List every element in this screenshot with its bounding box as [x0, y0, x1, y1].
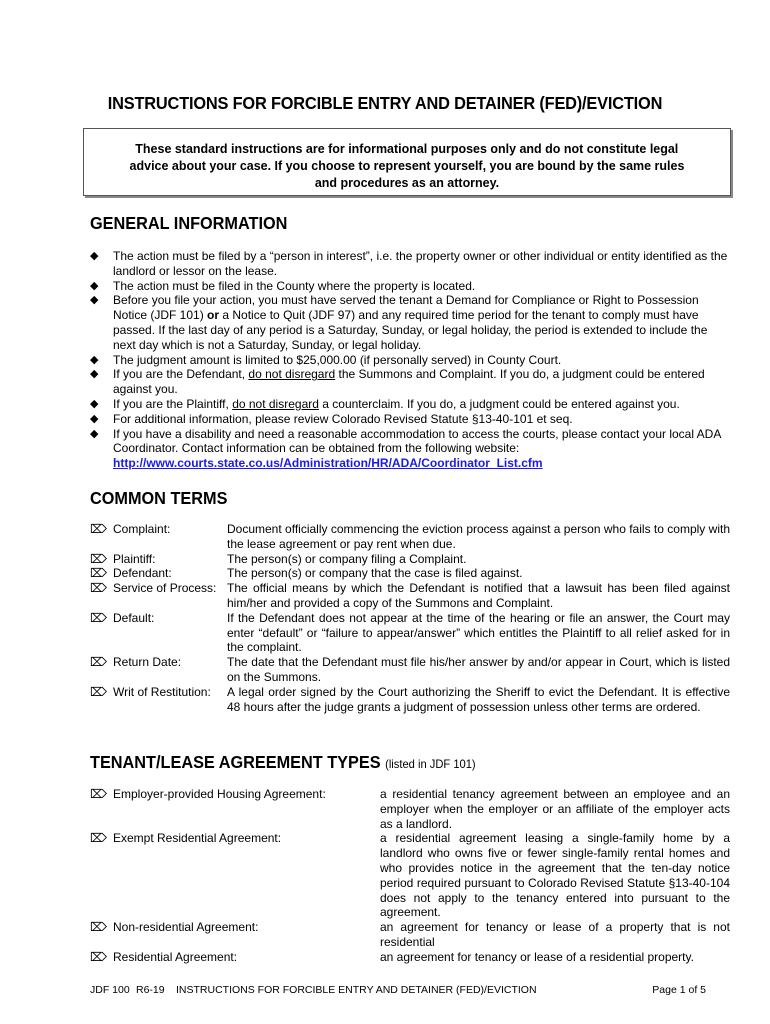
diamond-bullet-icon: ◆: [90, 397, 99, 410]
diamond-bullet-icon: ◆: [90, 412, 99, 425]
boxed-x-arrow-icon: ⌦: [90, 610, 107, 625]
term-row: ⌦ Service of Process: The official means by which the Defendant is notified that a lawsuit has been filed against him/her and provided a copy of the Summons and Complaint.: [90, 581, 730, 610]
disclaimer-box: [83, 128, 731, 196]
section-heading-general: GENERAL INFORMATION: [90, 213, 288, 233]
diamond-bullet-icon: ◆: [90, 279, 99, 292]
boxed-x-arrow-icon: ⌦: [90, 920, 107, 935]
page-number: Page 1 of 5: [652, 984, 706, 996]
general-info-list: [90, 249, 730, 471]
list-item: ◆ Before you file your action, you must have served the tenant a Demand for Compliance or Right to Possession Notice (JDF 101) or a Notice to Quit (JDF 97) and any required time period for the tenant to comply must have passed. If the last day of any period is a Saturday, Sunday, or legal holiday, the period is extended to include the next day which is not a Saturday, Sunday, or legal holiday.: [90, 293, 708, 352]
list-item: ◆ If you have a disability and need a reasonable accommodation to access the courts, please contact your local ADA Coordinator. Contact information can be obtained from the following website: http://www.courts.state.co.us/Administration/HR/ADA/Coordinator_List.cfm: [90, 426, 721, 471]
term-row: ⌦ Writ of Restitution: A legal order signed by the Court authorizing the Sheriff to evict the Defendant. It is effective 48 hours after the judge grants a judgment of possession unless other terms are ordered.: [90, 684, 730, 714]
boxed-x-arrow-icon: ⌦: [90, 655, 107, 670]
term-row: ⌦ Defendant: The person(s) or company that the case is filed against.: [90, 566, 523, 581]
list-item: ◆ The action must be filed by a “person in interest”, i.e. the property owner or other individual or entity identified as the landlord or lessor on the lease.: [90, 249, 728, 278]
disclaimer-line: These standard instructions are for informational purposes only and do not constitute legal: [135, 141, 679, 156]
diamond-bullet-icon: ◆: [90, 427, 99, 440]
ada-coordinator-link[interactable]: http://www.courts.state.co.us/Administration/HR/ADA/Coordinator_List.cfm: [113, 456, 543, 471]
list-item: ◆ If you are the Defendant, do not disregard the Summons and Complaint. If you do, a judgment could be entered against you.: [90, 367, 705, 397]
lease-type-row: ⌦ Exempt Residential Agreement: a residential agreement leasing a single-family home by a landlord who owns five or fewer single-family rental homes and who provides notice in the agreement that the ten-day notice period required pursuant to Colorado Revised Statute §13-40-104 does not apply to the tenancy entered into pursuant to the agreement.: [90, 831, 730, 920]
lease-type-row: ⌦ Employer-provided Housing Agreement: a residential tenancy agreement between an employee and an employer when the employer or an affiliate of the employer acts as a landlord.: [90, 787, 730, 831]
term-row: ⌦ Complaint: Document officially commencing the eviction process against a person who fails to comply with the lease agreement or pay rent when due.: [90, 522, 730, 551]
boxed-x-arrow-icon: ⌦: [90, 566, 107, 581]
diamond-bullet-icon: ◆: [90, 353, 99, 366]
common-terms-list: [90, 522, 730, 714]
form-revision: R6-19: [136, 984, 165, 996]
boxed-x-arrow-icon: ⌦: [90, 551, 107, 566]
list-item: ◆ For additional information, please review Colorado Revised Statute §13-40-101 et seq.: [90, 411, 573, 426]
term-row: ⌦ Plaintiff: The person(s) or company filing a Complaint.: [90, 551, 467, 566]
lease-type-row: ⌦ Non-residential Agreement: an agreement for tenancy or lease of a property that is not residential: [90, 920, 730, 949]
boxed-x-arrow-icon: ⌦: [90, 831, 107, 846]
page-title: INSTRUCTIONS FOR FORCIBLE ENTRY AND DETAINER (FED)/EVICTION: [107, 93, 663, 113]
boxed-x-arrow-icon: ⌦: [90, 684, 107, 699]
boxed-x-arrow-icon: ⌦: [90, 787, 107, 801]
diamond-bullet-icon: ◆: [90, 294, 99, 307]
term-row: ⌦ Return Date: The date that the Defendant must file his/her answer by and/or appear in Court, which is listed on the Summons.: [90, 655, 730, 684]
diamond-bullet-icon: ◆: [90, 250, 99, 262]
list-item: ◆ The action must be filed in the County where the property is located.: [90, 278, 476, 293]
footer-title: INSTRUCTIONS FOR FORCIBLE ENTRY AND DETAINER (FED)/EVICTION: [176, 984, 537, 996]
section-heading-lease-types: TENANT/LEASE AGREEMENT TYPES (listed in JDF 101): [90, 752, 476, 772]
page-footer: [90, 984, 720, 996]
diamond-bullet-icon: ◆: [90, 368, 99, 381]
form-code: JDF 100: [90, 984, 130, 996]
term-row: ⌦ Default: If the Defendant does not appear at the time of the hearing or file an answer, the Court may enter “default” or “failure to appear/answer” which entitles the Plaintiff to all relief asked for in the complaint.: [90, 610, 730, 655]
boxed-x-arrow-icon: ⌦: [90, 949, 107, 964]
boxed-x-arrow-icon: ⌦: [90, 581, 107, 596]
list-item: ◆ The judgment amount is limited to $25,000.00 (if personally served) in County Court.: [90, 352, 562, 367]
boxed-x-arrow-icon: ⌦: [90, 522, 107, 536]
disclaimer-line: and procedures as an attorney.: [314, 175, 500, 190]
lease-types-list: [90, 787, 730, 965]
section-heading-common-terms: COMMON TERMS: [90, 488, 228, 508]
disclaimer-line: advice about your case. If you choose to represent yourself, you are bound by the same rules: [129, 158, 685, 173]
lease-type-row: ⌦ Residential Agreement: an agreement for tenancy or lease of a residential property.: [90, 949, 694, 964]
list-item: ◆ If you are the Plaintiff, do not disregard a counterclaim. If you do, a judgment could be entered against you.: [90, 396, 680, 411]
